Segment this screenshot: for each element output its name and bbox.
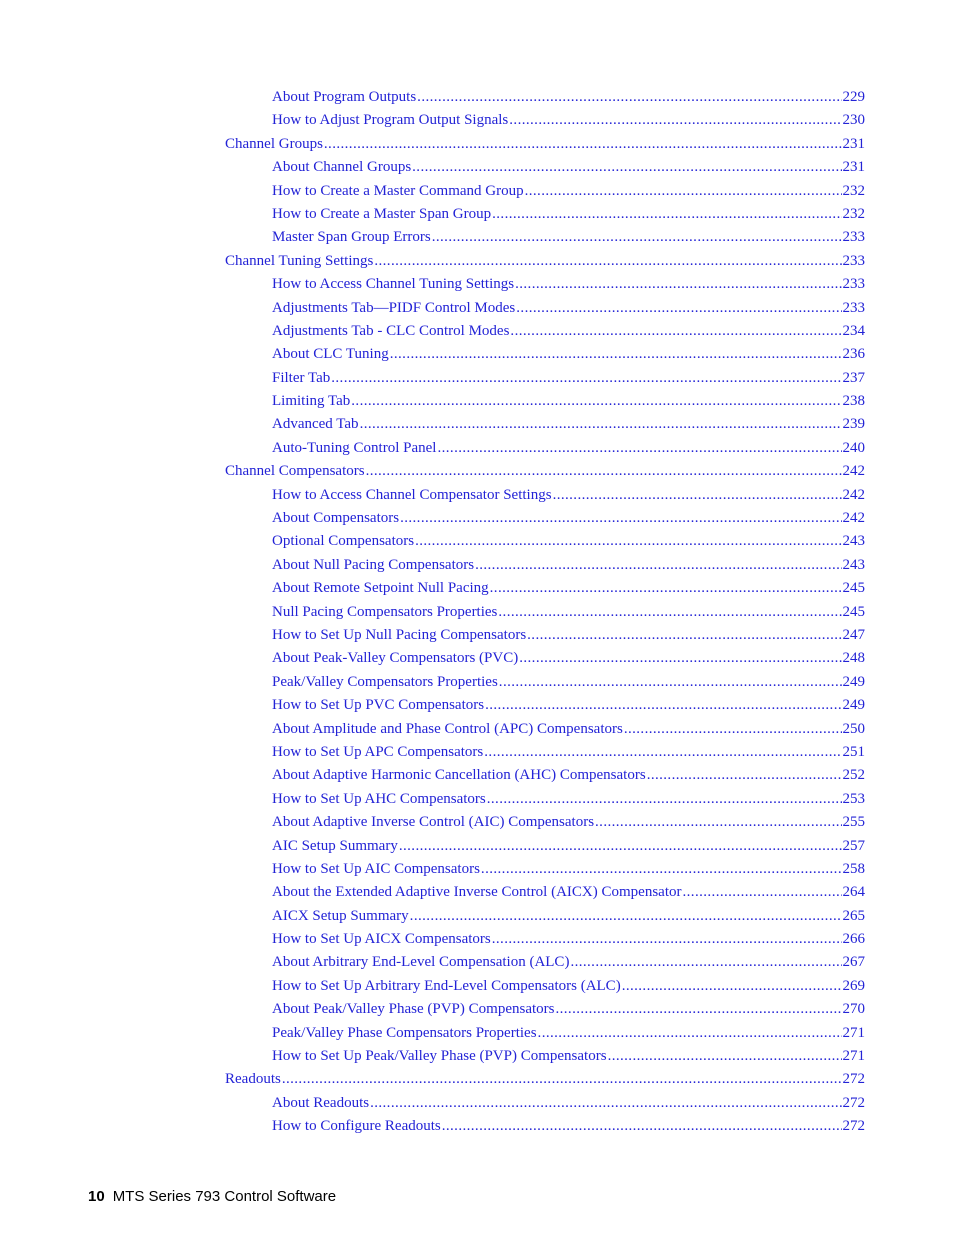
- toc-dot-leader: [492, 928, 842, 951]
- toc-entry-page-number: 265: [842, 907, 865, 924]
- toc-entry[interactable]: [272, 975, 865, 998]
- toc-dot-leader: [622, 975, 842, 998]
- toc-entry-page-number: 267: [842, 954, 865, 971]
- toc-entry-page-number: 252: [842, 767, 865, 784]
- toc-entry-title: How to Access Channel Tuning Settings: [272, 276, 515, 293]
- toc-entry-page-number: 250: [842, 720, 865, 737]
- toc-entry-title: Master Span Group Errors: [272, 229, 431, 246]
- toc-entry[interactable]: [272, 671, 865, 694]
- toc-entry-page-number: 255: [842, 814, 865, 831]
- toc-entry[interactable]: [272, 180, 865, 203]
- toc-dot-leader: [370, 1092, 841, 1115]
- toc-entry-title: Channel Groups: [225, 135, 323, 152]
- toc-dot-leader: [481, 858, 842, 881]
- toc-entry[interactable]: [272, 109, 865, 132]
- page-footer: [88, 1188, 336, 1205]
- toc-entry-page-number: 271: [842, 1024, 865, 1041]
- toc-entry-page-number: 236: [842, 346, 865, 363]
- toc-dot-leader: [351, 390, 841, 413]
- toc-dot-leader: [417, 86, 841, 109]
- toc-entry[interactable]: [272, 413, 865, 436]
- toc-entry-title: Channel Compensators: [225, 463, 365, 480]
- toc-entry-page-number: 233: [842, 252, 865, 269]
- toc-entry-title: About Readouts: [272, 1094, 370, 1111]
- toc-entry-title: Optional Compensators: [272, 533, 415, 550]
- toc-dot-leader: [324, 133, 842, 156]
- toc-dot-leader: [519, 647, 841, 670]
- toc-entry-page-number: 270: [842, 1001, 865, 1018]
- toc-entry-page-number: 245: [842, 580, 865, 597]
- toc-entry-page-number: 272: [842, 1094, 865, 1111]
- toc-entry-title: How to Set Up Arbitrary End-Level Compensators (ALC): [272, 977, 621, 994]
- toc-entry-title: About the Extended Adaptive Inverse Control (AICX) Compensator: [272, 884, 682, 901]
- toc-entry[interactable]: [272, 998, 865, 1021]
- toc-dot-leader: [390, 343, 842, 366]
- toc-entry[interactable]: [272, 367, 865, 390]
- toc-dot-leader: [498, 601, 841, 624]
- toc-dot-leader: [282, 1068, 842, 1091]
- toc-entry-page-number: 258: [842, 860, 865, 877]
- toc-entry-page-number: 272: [842, 1118, 865, 1135]
- toc-dot-leader: [527, 624, 841, 647]
- toc-dot-leader: [683, 881, 842, 904]
- toc-entry-page-number: 264: [842, 884, 865, 901]
- toc-dot-leader: [490, 577, 842, 600]
- toc-entry[interactable]: [272, 390, 865, 413]
- toc-entry-page-number: 266: [842, 931, 865, 948]
- toc-entry-page-number: 232: [842, 182, 865, 199]
- toc-entry-page-number: 233: [842, 229, 865, 246]
- toc-dot-leader: [553, 484, 842, 507]
- toc-entry[interactable]: [272, 203, 865, 226]
- toc-entry-page-number: 243: [842, 556, 865, 573]
- toc-entry-title: Adjustments Tab - CLC Control Modes: [272, 322, 510, 339]
- toc-entry[interactable]: [272, 718, 865, 741]
- toc-entry-title: How to Access Channel Compensator Settings: [272, 486, 552, 503]
- toc-entry[interactable]: [272, 343, 865, 366]
- toc-dot-leader: [484, 741, 841, 764]
- toc-entry[interactable]: [272, 1115, 865, 1138]
- toc-entry[interactable]: [272, 530, 865, 553]
- toc-dot-leader: [442, 1115, 842, 1138]
- toc-entry-title: How to Create a Master Command Group: [272, 182, 524, 199]
- toc-entry-page-number: 242: [842, 486, 865, 503]
- toc-entry[interactable]: [225, 250, 865, 273]
- toc-entry-title: Adjustments Tab—PIDF Control Modes: [272, 299, 516, 316]
- toc-entry-title: About Adaptive Harmonic Cancellation (AHC) Compensators: [272, 767, 646, 784]
- toc-entry-page-number: 269: [842, 977, 865, 994]
- toc-entry[interactable]: [272, 507, 865, 530]
- toc-entry[interactable]: [272, 741, 865, 764]
- toc-entry-title: Channel Tuning Settings: [225, 252, 374, 269]
- toc-dot-leader: [412, 156, 841, 179]
- toc-entry-page-number: 242: [842, 463, 865, 480]
- toc-dot-leader: [360, 413, 842, 436]
- toc-entry[interactable]: [272, 226, 865, 249]
- toc-entry[interactable]: [272, 484, 865, 507]
- toc-dot-leader: [595, 811, 841, 834]
- toc-entry-page-number: 231: [842, 135, 865, 152]
- toc-entry[interactable]: [272, 928, 865, 951]
- toc-dot-leader: [509, 109, 841, 132]
- toc-entry-title: About Null Pacing Compensators: [272, 556, 475, 573]
- toc-entry[interactable]: [272, 577, 865, 600]
- toc-entry-title: About Remote Setpoint Null Pacing: [272, 580, 489, 597]
- toc-entry-title: Advanced Tab: [272, 416, 359, 433]
- toc-entry-title: About CLC Tuning: [272, 346, 389, 363]
- toc-entry-title: Limiting Tab: [272, 393, 351, 410]
- footer-doc-title: MTS Series 793 Control Software: [112, 1188, 337, 1205]
- toc-dot-leader: [400, 507, 841, 530]
- toc-dot-leader: [374, 250, 841, 273]
- toc-entry[interactable]: [272, 811, 865, 834]
- toc-entry[interactable]: [272, 156, 865, 179]
- toc-entry-page-number: 232: [842, 205, 865, 222]
- toc-entry-title: How to Set Up AHC Compensators: [272, 790, 486, 807]
- toc-entry-title: Null Pacing Compensators Properties: [272, 603, 498, 620]
- toc-entry-page-number: 251: [842, 743, 865, 760]
- toc-dot-leader: [525, 180, 842, 203]
- toc-entry-title: How to Set Up Null Pacing Compensators: [272, 626, 527, 643]
- toc-entry-page-number: 239: [842, 416, 865, 433]
- toc-entry[interactable]: [272, 858, 865, 881]
- toc-entry-page-number: 242: [842, 510, 865, 527]
- toc-dot-leader: [647, 764, 842, 787]
- toc-entry-page-number: 248: [842, 650, 865, 667]
- toc-entry[interactable]: [272, 1022, 865, 1045]
- toc-entry-title: About Program Outputs: [272, 89, 417, 105]
- toc-entry[interactable]: [272, 881, 865, 904]
- toc-entry[interactable]: [272, 437, 865, 460]
- toc-dot-leader: [399, 835, 842, 858]
- toc-dot-leader: [331, 367, 841, 390]
- toc-entry-title: How to Configure Readouts: [272, 1118, 441, 1135]
- toc-entry-title: AICX Setup Summary: [272, 907, 409, 924]
- toc-entry[interactable]: [272, 788, 865, 811]
- toc-entry[interactable]: [225, 1068, 865, 1091]
- toc-entry-page-number: 253: [842, 790, 865, 807]
- toc-entry-page-number: 243: [842, 533, 865, 550]
- toc-entry-title: About Peak-Valley Compensators (PVC): [272, 650, 519, 667]
- toc-dot-leader: [555, 998, 841, 1021]
- toc-entry-page-number: 247: [842, 626, 865, 643]
- toc-entry-title: About Peak/Valley Phase (PVP) Compensators: [272, 1001, 555, 1018]
- table-of-contents: [0, 86, 954, 1139]
- toc-entry[interactable]: [272, 694, 865, 717]
- toc-entry-page-number: 234: [842, 322, 865, 339]
- toc-entry[interactable]: [272, 601, 865, 624]
- toc-entry[interactable]: [272, 951, 865, 974]
- toc-dot-leader: [475, 554, 841, 577]
- toc-entry-page-number: 238: [842, 393, 865, 410]
- toc-entry-title: How to Adjust Program Output Signals: [272, 112, 509, 129]
- toc-entry-page-number: 257: [842, 837, 865, 854]
- toc-entry[interactable]: [272, 1045, 865, 1068]
- toc-entry-title: Filter Tab: [272, 369, 331, 386]
- toc-entry[interactable]: [272, 1092, 865, 1115]
- toc-entry-title: Auto-Tuning Control Panel: [272, 439, 437, 456]
- toc-dot-leader: [515, 273, 841, 296]
- toc-dot-leader: [624, 718, 842, 741]
- toc-entry[interactable]: [272, 835, 865, 858]
- toc-dot-leader: [437, 437, 841, 460]
- toc-entry[interactable]: [225, 133, 865, 156]
- toc-dot-leader: [410, 905, 842, 928]
- toc-entry-page-number: 237: [842, 369, 865, 386]
- toc-entry-title: How to Set Up AIC Compensators: [272, 860, 480, 877]
- toc-entry[interactable]: [272, 647, 865, 670]
- toc-entry-title: About Compensators: [272, 510, 400, 527]
- toc-entry-title: Readouts: [225, 1071, 281, 1088]
- toc-dot-leader: [492, 203, 841, 226]
- toc-entry-title: How to Create a Master Span Group: [272, 205, 492, 222]
- toc-entry-title: AIC Setup Summary: [272, 837, 398, 854]
- toc-entry-title: How to Set Up APC Compensators: [272, 743, 484, 760]
- toc-entry-page-number: 249: [842, 697, 865, 714]
- toc-entry-title: How to Set Up PVC Compensators: [272, 697, 485, 714]
- toc-entry-page-number: 272: [842, 1071, 865, 1088]
- toc-entry-title: Peak/Valley Phase Compensators Properties: [272, 1024, 537, 1041]
- toc-entry[interactable]: [272, 554, 865, 577]
- toc-entry-page-number: 271: [842, 1048, 865, 1065]
- toc-entry-page-number: 231: [842, 159, 865, 176]
- toc-entry-title: About Arbitrary End-Level Compensation (ALC): [272, 954, 570, 971]
- toc-dot-leader: [366, 460, 842, 483]
- toc-entry-page-number: 229: [842, 89, 865, 105]
- toc-entry-title: About Amplitude and Phase Control (APC) Compensators: [272, 720, 623, 737]
- toc-dot-leader: [516, 297, 841, 320]
- toc-dot-leader: [432, 226, 842, 249]
- toc-entry[interactable]: [272, 905, 865, 928]
- toc-entry-page-number: 233: [842, 299, 865, 316]
- toc-dot-leader: [485, 694, 841, 717]
- toc-entry-page-number: 245: [842, 603, 865, 620]
- toc-entry[interactable]: [225, 460, 865, 483]
- toc-entry[interactable]: [272, 624, 865, 647]
- toc-entry-page-number: 230: [842, 112, 865, 129]
- toc-dot-leader: [499, 671, 842, 694]
- toc-entry[interactable]: [272, 86, 865, 109]
- toc-dot-leader: [570, 951, 841, 974]
- toc-entry-page-number: 249: [842, 673, 865, 690]
- toc-entry-title: About Channel Groups: [272, 159, 412, 176]
- toc-entry[interactable]: [272, 297, 865, 320]
- toc-entry[interactable]: [272, 320, 865, 343]
- toc-entry-title: Peak/Valley Compensators Properties: [272, 673, 498, 690]
- toc-entry-title: How to Set Up AICX Compensators: [272, 931, 491, 948]
- toc-dot-leader: [538, 1022, 842, 1045]
- footer-page-number: 10: [88, 1188, 105, 1205]
- toc-entry[interactable]: [272, 764, 865, 787]
- toc-entry-title: How to Set Up Peak/Valley Phase (PVP) Compensators: [272, 1048, 607, 1065]
- toc-dot-leader: [415, 530, 841, 553]
- toc-entry-page-number: 233: [842, 276, 865, 293]
- toc-entry[interactable]: [272, 273, 865, 296]
- toc-entry-page-number: 240: [842, 439, 865, 456]
- toc-entry-title: About Adaptive Inverse Control (AIC) Compensators: [272, 814, 595, 831]
- toc-dot-leader: [510, 320, 841, 343]
- toc-dot-leader: [608, 1045, 842, 1068]
- toc-dot-leader: [487, 788, 842, 811]
